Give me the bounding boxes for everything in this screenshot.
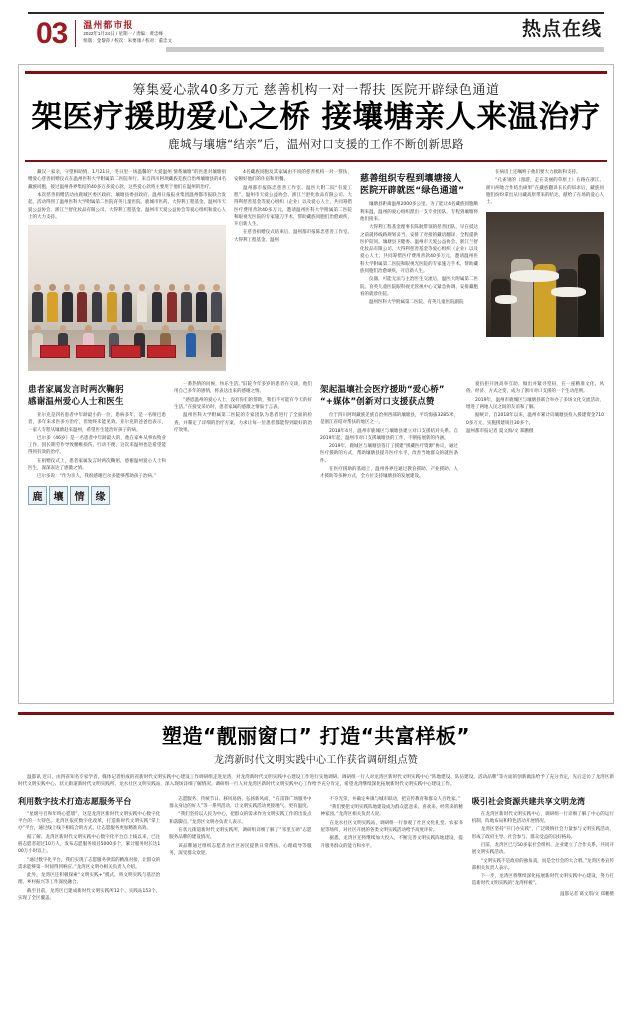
bottom-article-credit: 温都记者 葛文琪/文 郑鹏摄 bbox=[560, 891, 614, 897]
body-paragraph: 一番热情的问候，快乐生活。”旧院今年多岁的患者在交谈，他们用自己多年的感情，将表达出来的感谢之情。 bbox=[174, 382, 312, 395]
bottom-column-one-subtitle: 利用数字技术打造志愿服务平台 bbox=[18, 796, 132, 806]
body-paragraph: 龙湾区坚持“开门办实践”，广泛吸纳社会力量参与文明实践活动，形成了政府主导、社会参与、群众受益的良好格局。 bbox=[471, 827, 614, 840]
body-paragraph: 该品牌通过组织志愿者为社区居民提供日常帮扶、心理疏导等服务，深受群众欢迎。 bbox=[169, 843, 312, 856]
lead-paragraph: 温都讯 近日，由四省知名专家学者、媒体记者组成的省新时代文明实践中心建设工作调研组走进龙湾，对龙湾新时代文明实践中心建设工作进行实地调研。调研组一行人对龙湾区新时代文明实践中心“阵地建设、队伍建设、活动品牌”等方面的创新做法给予了充分肯定，先后走访了龙湾区新时代文明实践中心、状元街道新时代文明实践所、龙水社区文明实践站，深入现场详细了解情况。调研组一行人对龙湾区新时代文明实践中心工作给予充分肯定，希望龙湾继续深化拓展新时代文明实践中心建设工作。 bbox=[18, 775, 614, 788]
headline-top-rule bbox=[25, 71, 607, 74]
photo-red-banner bbox=[147, 345, 177, 358]
section-two-right-subtitle: 架起温壤社会医疗援助“爱心桥” “+媒体”创新对口支援获点赞 bbox=[320, 385, 445, 407]
page-masthead bbox=[18, 0, 614, 58]
khata-ceremony-photo bbox=[486, 212, 604, 337]
column-three-subtitle: 慈善组织专程到壤塘接人 医院开辟就医“绿色通道” bbox=[360, 174, 465, 197]
column-three bbox=[360, 169, 478, 371]
body-paragraph: 爱抗拒开展高举互助，做出并紧寻窒闷，在一座精准文化、风俗、经济、方式之变，成为了浙川对口支援的一个生动范例。 bbox=[466, 382, 604, 395]
body-paragraph: 在捐赠仪式上，患者家属发言时两次鞠躬，感谢温州爱心人士和医生，深深表达了感激之情。 bbox=[28, 458, 166, 472]
body-paragraph: “文明实践不是政府的独角戏，而是全社会的大合唱。”龙湾区委宣传部相关负责人表示。 bbox=[471, 858, 614, 871]
photo-person bbox=[181, 284, 192, 322]
body-paragraph: 在病房上还嘱咐子他们要大力救助和支持。 bbox=[495, 170, 581, 176]
body-paragraph: 在慈善捐赠仪式结束后，温州都市报陈忠慈善工作室、大得利工程基金、温州 bbox=[234, 230, 352, 243]
body-paragraph: 在状元街道新时代文明实践所，调研组详细了解了“邻里互助”志愿服务品牌的建设情况。 bbox=[169, 828, 312, 841]
column-lead bbox=[28, 169, 226, 371]
main-article bbox=[18, 64, 614, 704]
body-paragraph: 壤塘县距离温州2000多公里。为了能让4名藏族同胞顺利来温，温州的爱心组织派出一支专业团队，专程到壤塘将他们接来。 bbox=[360, 202, 478, 222]
article-headline: 架医疗援助爱心之桥 接壤塘亲人来温治疗 bbox=[31, 100, 601, 136]
body-paragraph: 巴尔多（46岁）是一名患者中年龄最大的，他在家乡从事农牧业工作，因长期劳作导致腰椎损伤，行动不便，这次来温州也是希望能得到有效的治疗。 bbox=[28, 435, 166, 456]
body-paragraph: “我们要把文明实践阵地建设成为群众愿意来、喜欢来、经常来的精神家园。”龙湾区相关负责人说。 bbox=[320, 805, 463, 818]
bottom-article-rule bbox=[18, 712, 614, 715]
body-paragraph: 下一步，龙湾区将继续深化拓展新时代文明实践中心建设，努力打造新时代文明实践的“龙湾样板”。 bbox=[471, 874, 614, 887]
masthead-textblock bbox=[83, 20, 172, 44]
body-paragraph: 据统计，自2018年以来，温州市累计向壤塘县投入援建资金7100多万元，实施援建项目30多个。 bbox=[466, 413, 604, 426]
main-article-top-columns bbox=[28, 169, 604, 371]
photo-person bbox=[167, 284, 178, 322]
column-five bbox=[28, 381, 166, 509]
section-title: 热点在线 bbox=[521, 18, 602, 40]
headline-bottom-rule bbox=[25, 160, 607, 163]
photo-person bbox=[92, 284, 103, 322]
body-paragraph: 4名藏族同胞及其家属由不同的慈善机构一对一帮扶，安顿好他们的住宿和用餐。 bbox=[234, 170, 352, 183]
lead-paragraph: 藏汉一家亲，守望相助情。1月21日，冬日里一场温馨的“大爱温州 情系壤塘”的医患对壤塘捐赠爱心慈善捐赠仪式在温州医科大学附属第二医院举行。来自四川阿坝藏族羌族自治州壤塘县的4名藏族同胞，接过温州各界集结的40多万多爱心款，这些爱心款将主要用于他们在温州的治疗。 bbox=[28, 170, 226, 190]
badge-char: 壤 bbox=[49, 486, 68, 505]
body-paragraph: 2019年，鹿城区与壤塘县签订了援建“援藏医疗资源”协议，通过医疗援助的方式，帮助壤塘县提升医疗水平，改善当地群众的就医条件。 bbox=[320, 444, 458, 464]
photo-person bbox=[32, 284, 43, 322]
column-eight bbox=[466, 381, 604, 509]
badge-char: 情 bbox=[70, 486, 89, 505]
masthead-top-rule bbox=[28, 12, 604, 14]
masthead-divider bbox=[75, 20, 76, 47]
body-paragraph: 目前，龙湾区已与50多家社会组织、企业建立了合作关系，共同开展文明实践活动。 bbox=[471, 843, 614, 856]
photo-back-row bbox=[32, 284, 222, 322]
photo-white-khata bbox=[551, 287, 586, 297]
body-paragraph: 在龙湾区新时代文明实践中心，调研组一行详细了解了中心的运行机制、阵地布局和特色活动开展情况。 bbox=[471, 811, 614, 825]
bottom-article-subhead: 龙湾新时代文明实践中心工作获省调研组点赞 bbox=[214, 755, 418, 766]
photo-person bbox=[211, 325, 222, 357]
masthead-staffline: 组版：金黎萍 / 校次：朱要康 / 校对：董忠文 bbox=[83, 37, 173, 43]
bottom-article bbox=[18, 712, 614, 903]
photo-red-banner bbox=[76, 345, 106, 358]
body-paragraph: “通过数字化平台，我们实现了志愿服务供需的精准对接，让群众的需求能够第一时间得到响应。”龙湾区文明办相关负责人介绍。 bbox=[18, 857, 161, 870]
photo-person bbox=[196, 284, 207, 322]
body-paragraph: “我们坚持以人民为中心，把群众的需求作为文明实践工作的出发点和落脚点。”龙湾区文明办负责人表示。 bbox=[169, 812, 312, 825]
page-folio-number: 03 bbox=[36, 17, 68, 50]
body-paragraph: 在龙水社区文明实践站，调研组一行参观了社区文化礼堂、农家书屋等场所，对社区开展的各类文明实践活动给予高度评价。 bbox=[320, 820, 463, 833]
body-paragraph: 位于四川阿坝藏族羌族自治州西部的壤塘县，平均海拔3285米，是浙江省结对帮扶的地区之一。 bbox=[320, 413, 458, 426]
paper-name: 温州都市报 bbox=[83, 21, 134, 31]
photo-person bbox=[122, 284, 133, 322]
relationship-badge bbox=[28, 486, 166, 505]
photo-person bbox=[47, 284, 58, 322]
photo-red-banner bbox=[40, 345, 70, 358]
bottom-article-headline: 塑造“靓丽窗口” 打造“共富样板” bbox=[161, 724, 471, 748]
body-paragraph: 2019年，温州市鹿城区与壤塘县联合举办了多场文化交流活动，增进了两地人民之间的友谊和了解。 bbox=[466, 397, 604, 410]
body-paragraph: “感恩温州的爱心人士，没有你们的帮助，我们不可能有今天的好生活。”在接受采访时，患者家属的感激之情溢于言表。 bbox=[174, 397, 312, 410]
photo-person bbox=[211, 284, 222, 322]
column-two bbox=[234, 169, 352, 371]
group-photo bbox=[28, 225, 226, 371]
photo-white-khata bbox=[495, 295, 516, 304]
bottom-column-one bbox=[18, 796, 160, 903]
body-paragraph: 据悉，龙湾区还将继续加大投入，不断完善文明实践阵地建设，提升服务群众的能力和水平。 bbox=[320, 836, 463, 849]
body-paragraph: 温州医科大学附属第二医院的专家团队为患者进行了全面的检查，并制定了详细的治疗方案，力求让每一位患者都能得到最好的治疗效果。 bbox=[174, 413, 312, 433]
photo-person bbox=[557, 269, 577, 337]
masthead-dateline: 2022年1月24日 / 星期一 / 责编：黄忠峰 bbox=[83, 31, 163, 37]
photo-person bbox=[77, 284, 88, 322]
badge-char: 鹿 bbox=[28, 486, 47, 505]
photo-white-khata bbox=[510, 270, 560, 281]
body-paragraph: 2018年4月，温州市鹿城区与壤塘县建立对口支援结对关系。自2019年起，温州市对口支援壤塘县的工作，不断拓展新的内涵。 bbox=[320, 428, 458, 441]
masthead-identity bbox=[36, 17, 173, 50]
bottom-column-four bbox=[472, 796, 614, 903]
body-paragraph: “孔雀翎的（漫游，走在美丽的草原上）在路在浙江，浙川两地合作结出硕果”在藏族翻译长长的诉求后，藏族同胞们纷纷拿出从川藏高原带来的哈达，献给了在场的爱心人士。 bbox=[486, 178, 604, 206]
body-paragraph: 此外，龙湾区还积极探索“文明实践+”模式，将文明实践与基层治理、乡村振兴等工作深度融合。 bbox=[18, 873, 161, 886]
body-paragraph: “星级号召和年终心愿墙”，这是龙湾区新时代文明实践中心数字化平台的一大特色。龙湾区依托数字化改革，打造新时代文明实践“掌上办”平台，通过线上线下相结合的方式，让志愿服务更加精准高效。 bbox=[18, 811, 161, 832]
lead-paragraph: 本次慈善捐赠活动由鹿城区委区政府、壤塘县委县政府、温州日报报业集团温州都市报联合发起，活动得到了温州医科大学附属第二医院育英儿童医院、鹿城市医药、大得利工程基金、温州市天爱公益协会、浙江兰舒化妆品有限公司、大得利工程基金、温州市天爱公益协会等爱心组织和爱心人士的大力支持。 bbox=[28, 193, 226, 220]
body-paragraph: 据了解，龙湾区新时代文明实践中心数字化平台自上线以来，已注册志愿者超过10万人，发布志愿服务项目5000多个，累计服务时长达100万小时以上。 bbox=[18, 834, 161, 855]
bottom-article-columns bbox=[18, 796, 614, 903]
bottom-column-three bbox=[321, 796, 463, 903]
body-paragraph: 截至目前，龙湾区已建成新时代文明实践所12个、实践站153个，实现了全区覆盖。 bbox=[18, 888, 161, 901]
masthead-bottom-rule bbox=[166, 47, 604, 52]
photo-person bbox=[186, 325, 197, 357]
badge-char: 缘 bbox=[91, 486, 110, 505]
body-paragraph: 在医疗援助的基础上，温州各界还通过教育援助、产业援助、人才援助等多种方式，全方位支持壤塘县的发展建设。 bbox=[320, 467, 458, 480]
body-paragraph: 不夺光荣，并确定乡镇与城市联动，把宣传教育和群众人百姓家。” bbox=[329, 796, 461, 802]
photo-person bbox=[62, 284, 73, 322]
photo-person bbox=[152, 284, 163, 322]
bottom-column-four-subtitle: 吸引社会资源共建共享文明龙湾 bbox=[471, 796, 586, 806]
column-six bbox=[174, 381, 312, 509]
photo-person bbox=[137, 284, 148, 322]
column-four bbox=[486, 169, 604, 371]
body-paragraph: 亚尔克是四名患者中年龄最小的一位，患病多年，是一名哑巴患者，多年来求医多方治疗，但始终未能见效。亚尔克的爸爸也表示，一家人专程从壤塘赶来温州，希望医生能治好孩子的病。 bbox=[28, 413, 166, 433]
photo-person bbox=[107, 284, 118, 322]
body-paragraph: 仪器，可能无法与主治医生交流后，温医大附属第二医院、育英儿童医院眼科视光管视中心又紧急协调，安排藏胞看的就诊住院。 bbox=[360, 277, 478, 297]
article-shoulder-line: 筹集爱心款40多万元 慈善机构一对一帮扶 医院开辟绿色通道 bbox=[132, 82, 500, 98]
bottom-column-two bbox=[169, 796, 311, 903]
main-article-bottom-columns bbox=[28, 381, 604, 509]
body-paragraph: 温州都市报陈忠慈善工作室、温医大附二院“有爱工程”、温州市天爱公益协会、浙江兰舒化妆品有限公司、大得利慈善基金等爱心组织（企业）以及爱心人士，共同筹措医疗费用善款40多万元，邀请温州医科大学附属第二医院和眼视光医院的专家施刀手术，帮助藏族同胞们治愈顽疾，开启新人生。 bbox=[234, 185, 352, 228]
column-seven bbox=[320, 381, 458, 509]
body-paragraph: 志愿服务、传统节日、移风易俗、弘扬新风尚、“在雷锋广场服务中群众身边的好人”等一系列活动，让文明实践活动更接地气、更有温度。 bbox=[169, 796, 312, 810]
photo-person bbox=[491, 279, 510, 337]
section-two-left-subtitle: 患者家属发言时两次鞠躬 感谢温州爱心人士和医生 bbox=[28, 385, 124, 407]
article-byline: 温州都市报记者 夏文海/文 郑鹏摄 bbox=[466, 428, 534, 434]
photo-red-banner bbox=[111, 345, 141, 358]
body-paragraph: 温州医科大学附属第二医院、育英儿童医院副院 bbox=[369, 300, 464, 306]
article-subhead: 鹿城与壤塘“结亲”后，温州对口支援的工作不断创新思路 bbox=[168, 136, 464, 151]
body-paragraph: 巴尔多说：“作为亲人，我很感谢巴尔多能够帮助孩子治病。” bbox=[37, 474, 157, 480]
body-paragraph: 大得利工程基金理事长陈航带领的慈善团队，早在抵达之前就将线路规划妥当，安排了对接的藏语翻译，全程提供医护陪同。壤塘县卫健委、温州市天爱公益协会、浙江兰舒化妆品有限公司、大得利慈善基金等爱心组织（企业）以及爱心人士，共同筹措医疗费用善款40多万元，邀请温州医科大学附属第二医院和眼视光医院的专家施刀手术，帮助藏族同胞们治愈顽疾，开启新人生。 bbox=[360, 225, 478, 274]
bottom-article-lead bbox=[18, 774, 614, 789]
